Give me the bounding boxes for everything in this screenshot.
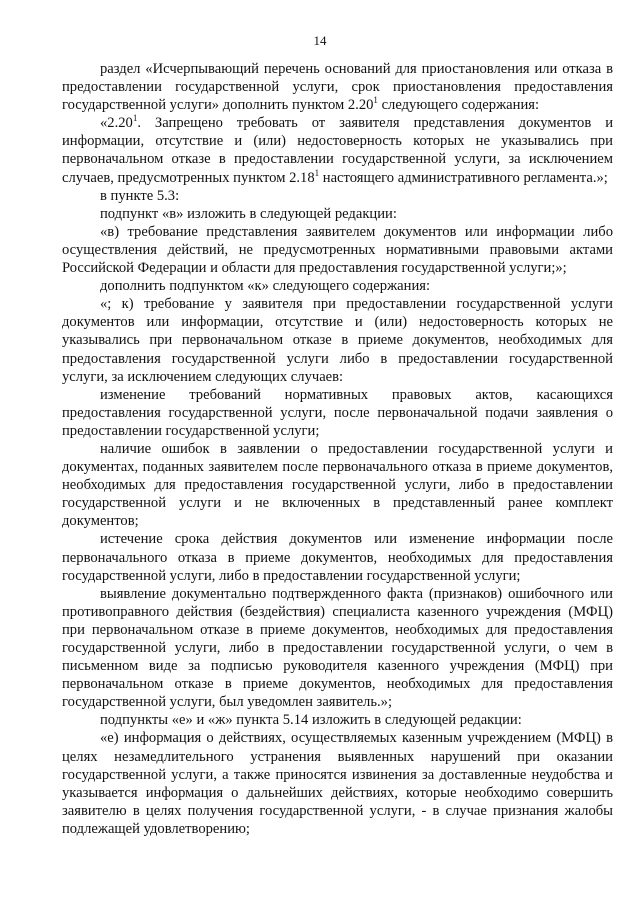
paragraph: выявление документально подтвержденного факта (признаков) ошибочного или противоправного действия (бездействия) специалиста казенного учреждения (МФЦ) при первоначальном отказе в приеме документов, необходимых для предоставления государственной услуги, либо в предоставлении государственной услуги, о чем в письменном виде за подписью руководителя казенного учреждения (МФЦ) при первоначальном отказе в приеме документов, необходимых для предоставления государственной услуги, был уведомлен заявитель.»; — [62, 585, 613, 711]
page-number: 14 — [313, 33, 327, 48]
paragraph: «е) информация о действиях, осуществляемых казенным учреждением (МФЦ) в целях незамедлительного устранения выявленных нарушений при оказании государственной услуги, а также приносятся извинения за доставленные неудобства и указывается информация о дальнейших действиях, которые необходимо совершить заявителю в целях получения государственной услуги, - в случае признания жалобы подлежащей удовлетворению; — [62, 730, 613, 837]
paragraph: «2.20$^1$. Запрещено требовать от заявителя представления документов и информации, отсутствие и (или) недостоверность которых не указывались при первоначальном отказе в предоставлении государственной услуги, за исключением случаев, предусмотренных пунктом 2.18$^1$ настоящего административного регламента.»; — [62, 113, 613, 186]
paragraph: «в) требование представления заявителем документов или информации либо осуществления действий, не предусмотренных нормативными правовыми актами Российской Федерации и области для предоставления государственной услуги;»; — [62, 223, 613, 277]
paragraph: подпункты «е» и «ж» пункта 5.14 изложить в следующей редакции: — [100, 712, 522, 729]
paragraph: изменение требований нормативных правовых актов, касающихся предоставления государственной услуги, после первоначальной подачи заявления о предоставлении государственной услуги; — [62, 386, 613, 439]
paragraph: «; к) требование у заявителя при предоставлении государственной услуги документов или информации, отсутствие и (или) недостоверность которых не указывались при первоначальном отказе в приеме документов, необходимых для предоставления государственной услуги либо в предоставлении государственной услуги, за исключением следующих случаев: — [62, 296, 613, 385]
paragraph: в пункте 5.3: — [100, 187, 180, 204]
paragraph: истечение срока действия документов или изменение информации после первоначального отказа в приеме документов, необходимых для предоставления государственной услуги, либо в предоставлении государственной услуги; — [62, 531, 613, 584]
paragraph: подпункт «в» изложить в следующей редакции: — [100, 205, 397, 222]
document-body — [62, 60, 613, 838]
paragraph: раздел «Исчерпывающий перечень оснований для приостановления или отказа в предоставлении государственной услуги, срок приостановления предоставления государственной услуги» дополнить пунктом 2.20$^1$ следующего содержания: — [62, 61, 613, 114]
paragraph: дополнить подпунктом «к» следующего содержания: — [100, 278, 431, 295]
paragraph: наличие ошибок в заявлении о предоставлении государственной услуги и документах, поданных заявителем после первоначального отказа в приеме документов, необходимых для предоставления государственной услуги, либо в предоставлении государственной услуги и не включенных в представленный ранее комплект документов; — [62, 440, 613, 530]
